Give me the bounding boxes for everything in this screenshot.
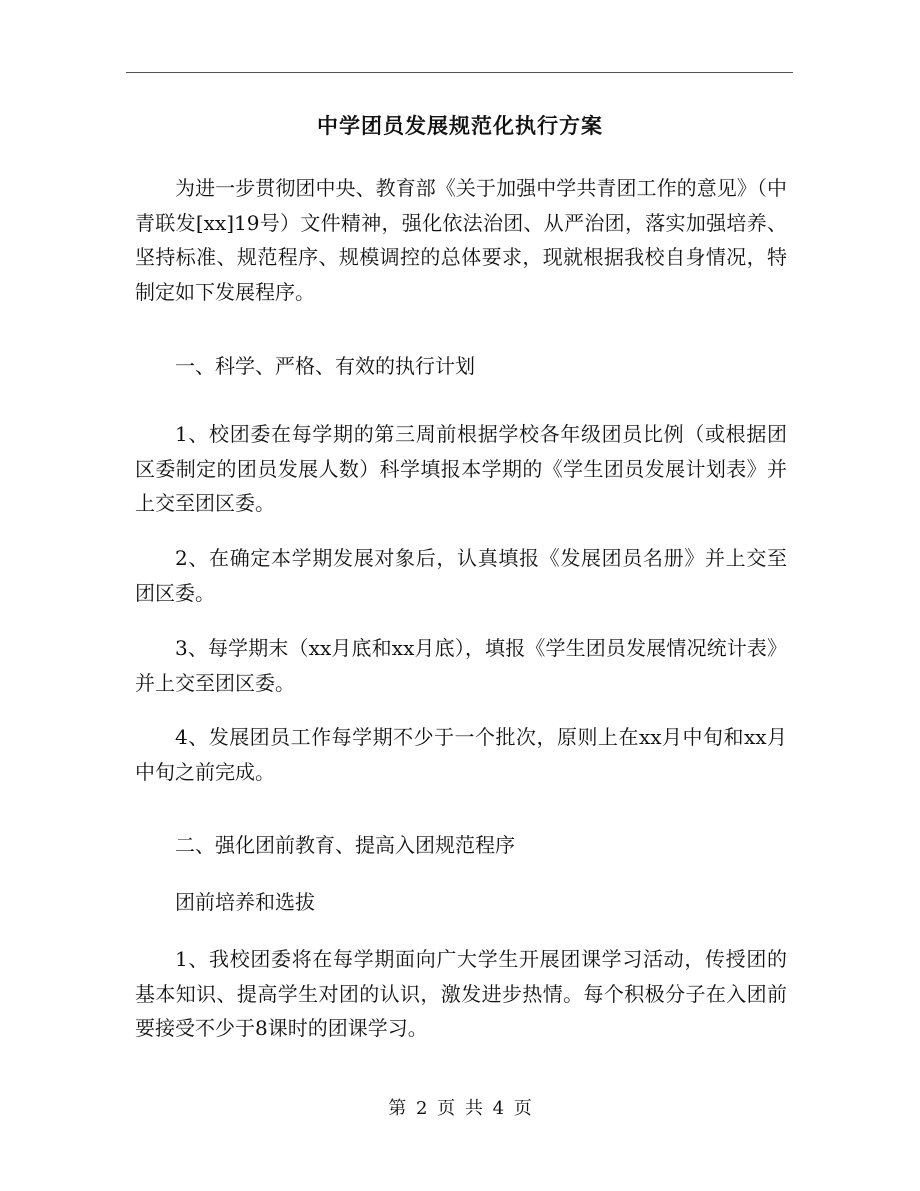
paragraph-item-3: 3、每学期末（xx月底和xx月底），填报《学生团员发展情况统计表》并上交至团区委。: [135, 636, 787, 695]
section-heading-1: 一、科学、严格、有效的执行计划: [175, 354, 475, 378]
paragraph-item-2: 2、在确定本学期发展对象后，认真填报《发展团员名册》并上交至团区委。: [135, 546, 787, 605]
page-number: 第 2 页 共 4 页: [388, 1098, 532, 1119]
header-rule: [126, 72, 793, 73]
paragraph-item-5: 1、我校团委将在每学期面向广大学生开展团课学习活动，传授团的基本知识、提高学生对团的认识，激发进步热情。每个积极分子在入团前要接受不少于8课时的团课学习。: [135, 947, 787, 1040]
subsection-heading: 团前培养和选拔: [175, 890, 315, 914]
intro-paragraph: 为进一步贯彻团中央、教育部《关于加强中学共青团工作的意见》（中青联发[xx]19号）文件精神，强化依法治团、从严治团，落实加强培养、坚持标准、规范程序、规模调控的总体要求，现就根据我校自身情况，特制定如下发展程序。: [135, 176, 787, 304]
section-heading-2: 二、强化团前教育、提高入团规范程序: [175, 833, 515, 857]
document-title: 中学团员发展规范化执行方案: [317, 113, 603, 138]
paragraph-item-4: 4、发展团员工作每学期不少于一个批次，原则上在xx月中旬和xx月中旬之前完成。: [135, 725, 787, 784]
paragraph-item-1: 1、校团委在每学期的第三周前根据学校各年级团员比例（或根据团区委制定的团员发展人数）科学填报本学期的《学生团员发展计划表》并上交至团区委。: [135, 422, 787, 515]
